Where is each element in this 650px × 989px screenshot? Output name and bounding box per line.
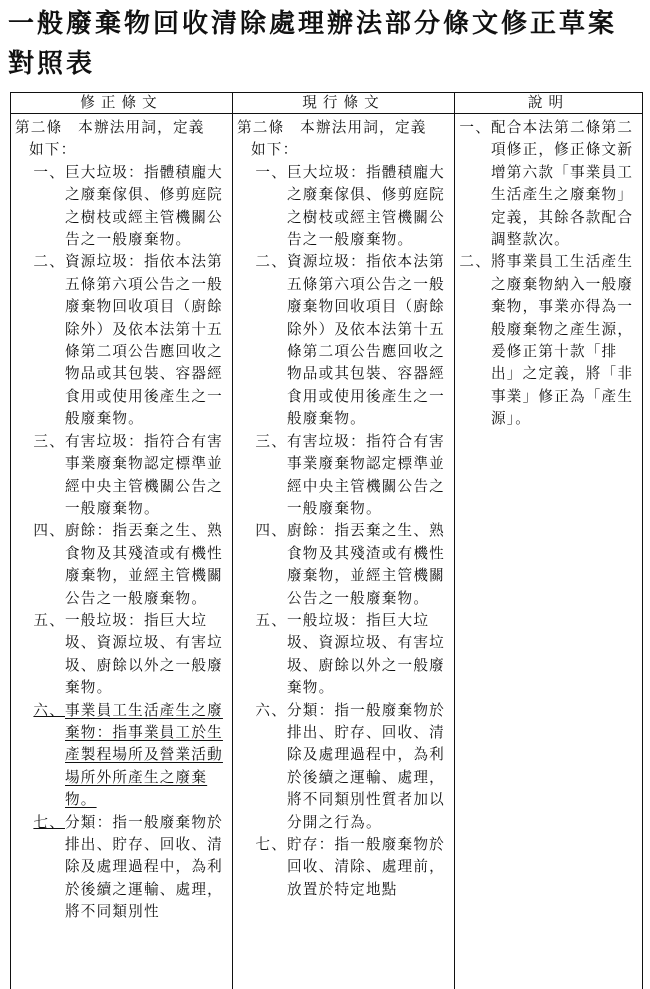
current-item <box>237 431 452 521</box>
revised-item-text: 一般垃圾：指巨大垃圾、資源垃圾、有害垃圾、廚餘以外之一般廢棄物。 <box>65 611 223 697</box>
revised-item-num: 二、 <box>33 253 65 271</box>
header-revised: 修正條文 <box>11 93 233 114</box>
revised-item <box>15 251 230 430</box>
current-item-num: 六、 <box>255 701 287 719</box>
revised-item-num: 四、 <box>33 522 65 540</box>
explanation-item-num: 一、 <box>459 119 491 136</box>
revised-item-num: 六、 <box>33 701 65 719</box>
current-item <box>237 834 452 901</box>
current-item-text: 一般垃圾：指巨大垃圾、資源垃圾、有害垃圾、廚餘以外之一般廢棄物。 <box>287 611 445 697</box>
current-item <box>237 700 452 834</box>
current-item-num: 五、 <box>255 611 287 629</box>
revised-item-text: 廚餘：指丟棄之生、熟食物及其殘渣或有機性廢棄物，並經主管機關公告之一般廢棄物。 <box>65 522 223 607</box>
current-item-text: 貯存：指一般廢棄物於回收、清除、處理前，放置於特定地點 <box>287 836 445 898</box>
revised-item-new <box>15 700 230 812</box>
comparison-table <box>10 92 643 989</box>
explanation-column <box>455 114 643 989</box>
document-title-line2: 對照表 <box>8 49 96 79</box>
current-item-num: 三、 <box>255 432 287 450</box>
revised-item-text: 分類：指一般廢棄物於排出、貯存、回收、清除及處理過程中，為利於後續之運輸、處理，將不同類別性 <box>65 813 223 921</box>
revised-item-text-underlined: 事業員工生活產生之廢棄物：指事業員工於生產製程場所及營業活動場所外所產生之廢棄物。 <box>65 701 223 809</box>
revised-item <box>15 610 230 700</box>
table-header-row <box>11 93 643 114</box>
explanation-item-num: 二、 <box>459 253 491 271</box>
current-item-text: 資源垃圾：指依本法第五條第六項公告之一般廢棄物回收項目（廚餘除外）及依本法第十五條第二項公告應回收之物品或其包裝、容器經食用或使用後產生之一般廢棄物。 <box>287 253 445 428</box>
current-item-text: 有害垃圾：指符合有害事業廢棄物認定標準並經中央主管機關公告之一般廢棄物。 <box>287 432 445 517</box>
revised-item-text: 資源垃圾：指依本法第五條第六項公告之一般廢棄物回收項目（廚餘除外）及依本法第十五條第二項公告應回收之物品或其包裝、容器經食用或使用後產生之一般廢棄物。 <box>65 253 223 428</box>
current-item-text: 分類：指一般廢棄物於排出、貯存、回收、清除及處理過程中，為利於後續之運輸、處理，將不同類別性質者加以分開之行為。 <box>287 701 445 831</box>
revised-article-head: 第二條 本辦法用詞，定義 <box>15 119 205 136</box>
header-explanation: 說明 <box>455 93 643 114</box>
table-body-row <box>11 114 643 989</box>
explanation-item-text: 將事業員工生活產生之廢棄物納入一般廢棄物，事業亦得為一般廢棄物之產生源，爰修正第十款「排出」之定義，將「非事業」修正為「產生源」。 <box>491 253 634 428</box>
explanation-item-text: 配合本法第二條第二項修正，修正條文新增第六款「事業員工生活產生之廢棄物」定義，其餘各款配合調整款次。 <box>491 119 634 249</box>
revised-article-cont: 如下： <box>29 141 77 159</box>
current-item <box>237 162 452 252</box>
header-current: 現行條文 <box>233 93 455 114</box>
revised-item <box>15 431 230 521</box>
revised-item <box>15 812 230 924</box>
current-item <box>237 251 452 430</box>
document-title-line1: 一般廢棄物回收清除處理辦法部分條文修正草案 <box>8 9 618 39</box>
current-article-head: 第二條 本辦法用詞，定義 <box>237 119 427 136</box>
current-item <box>237 610 452 700</box>
current-item-num: 一、 <box>255 163 287 181</box>
revised-item-text: 巨大垃圾：指體積龐大之廢棄傢俱、修剪庭院之樹枝或經主管機關公告之一般廢棄物。 <box>65 163 223 249</box>
current-article-cont: 如下： <box>251 141 299 159</box>
explanation-item <box>459 117 640 251</box>
current-item-num: 二、 <box>255 253 287 271</box>
document-title <box>8 4 648 84</box>
revised-item-num: 三、 <box>33 432 65 450</box>
revised-item-num: 五、 <box>33 611 65 629</box>
current-item-text: 巨大垃圾：指體積龐大之廢棄傢俱、修剪庭院之樹枝或經主管機關公告之一般廢棄物。 <box>287 163 445 249</box>
revised-item-text: 有害垃圾：指符合有害事業廢棄物認定標準並經中央主管機關公告之一般廢棄物。 <box>65 432 223 517</box>
current-item <box>237 520 452 610</box>
revised-item <box>15 162 230 252</box>
revised-column <box>11 114 233 989</box>
revised-item <box>15 520 230 610</box>
revised-item-num: 七、 <box>33 813 65 831</box>
current-item-text: 廚餘：指丟棄之生、熟食物及其殘渣或有機性廢棄物，並經主管機關公告之一般廢棄物。 <box>287 522 445 607</box>
current-item-num: 四、 <box>255 522 287 540</box>
explanation-item <box>459 251 640 430</box>
current-column <box>233 114 455 989</box>
revised-item-num: 一、 <box>33 163 65 181</box>
current-item-num: 七、 <box>255 836 287 853</box>
